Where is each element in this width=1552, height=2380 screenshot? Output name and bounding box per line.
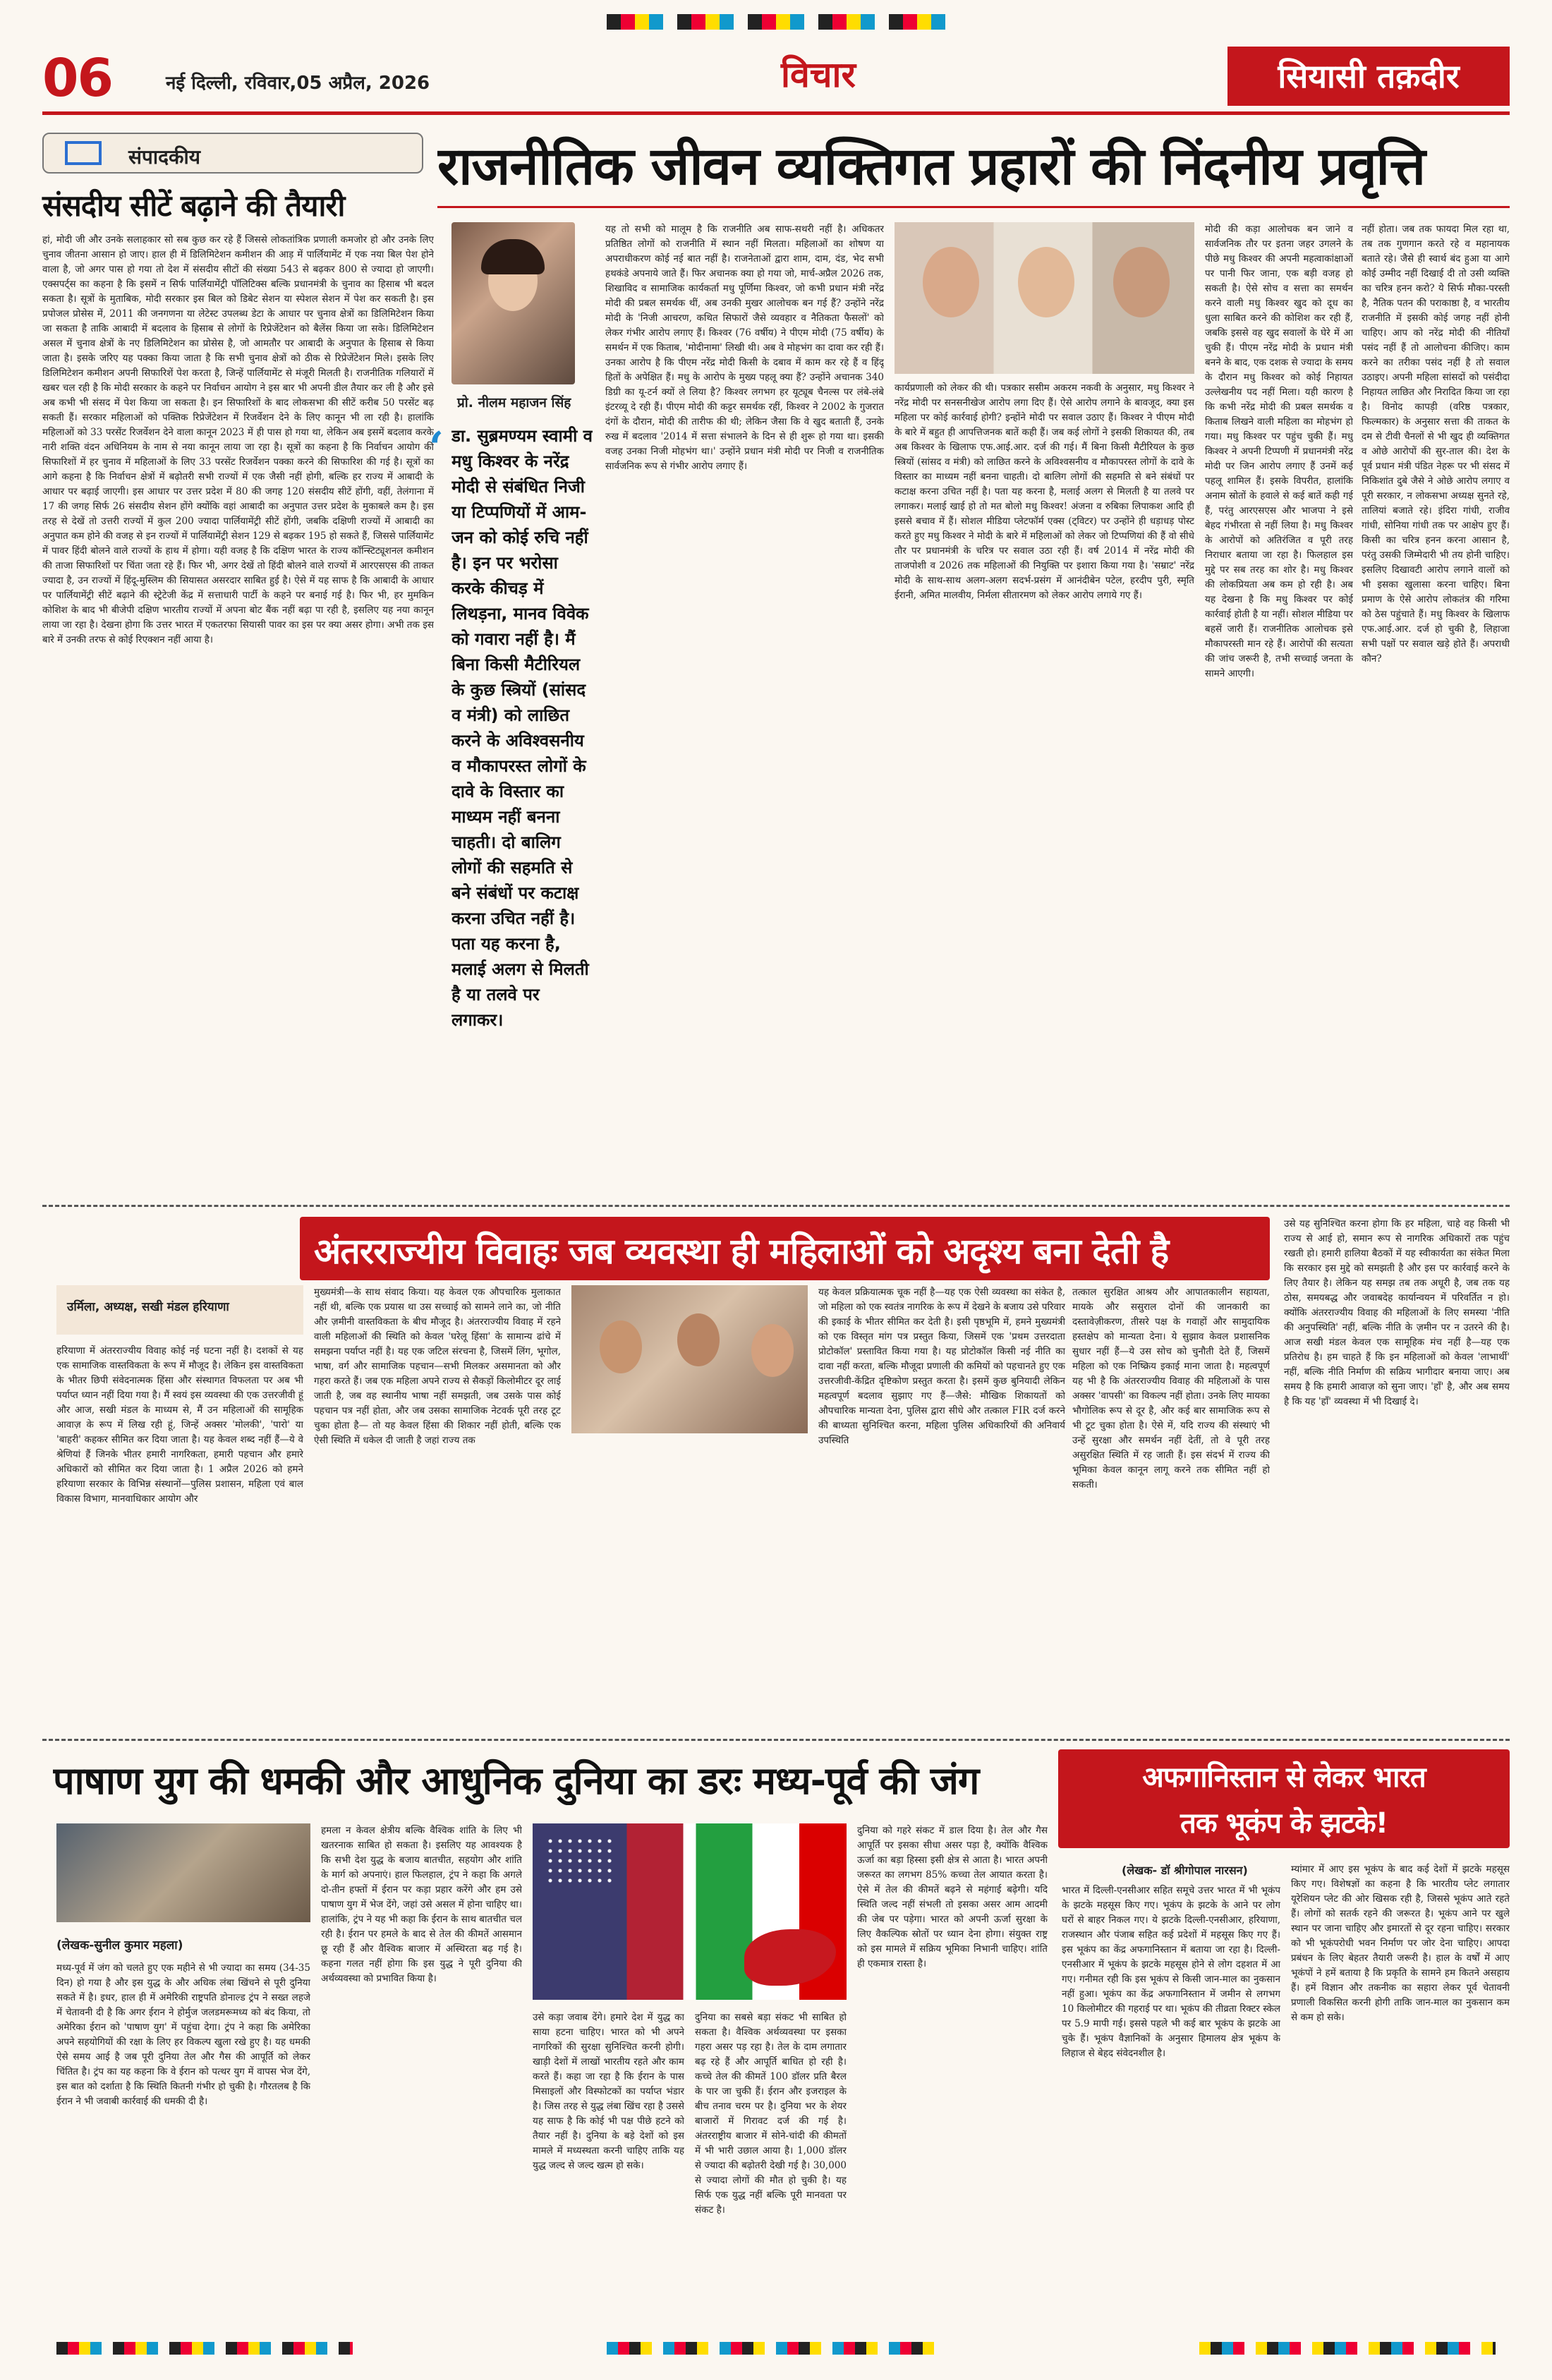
section-title: विचार — [781, 54, 856, 95]
page-number: 06 — [42, 48, 112, 109]
mideast-col-4: दुनिया का सबसे बड़ा संकट भी साबित हो सकता है। वैश्विक अर्थव्यवस्था पर इसका गहरा असर पड़ रहा है। तेल के दाम लगातार बढ़ रहे हैं और आपूर्ति बाधित हो रही है। कच्चे तेल की कीमतें 100 डॉलर प्रति बैरल के पार जा चुकी हैं। ईरान और इजराइल के बीच तनाव चरम पर है। दुनिया भर के शेयर बाजारों में गिरावट दर्ज की गई है। अंतरराष्ट्रीय बाजार में सोने-चांदी की कीमतों में भी भारी उछाल आया है। 1,000 डॉलर से ज्यादा की बढ़ोतरी देखी गई है। 30,000 से ज्यादा लोगों की मौत हो चुकी है। यह सिर्फ एक युद्ध नहीं बल्कि पूरी मानवता पर संकट है। — [695, 2012, 847, 2216]
interstate-col-2: मुख्यमंत्री—के साथ संवाद किया। यह केवल एक औपचारिक मुलाकात नहीं थी, बल्कि एक प्रयास था उस सच्चाई को सामने लाने का, जो नीति और ज़मीनी वास्तविकता के बीच मौजूद है। अंतरराज्यीय विवाह में रहने वाली महिलाओं की स्थिति को केवल 'घरेलू हिंसा' के सामान्य ढांचे में समझना पर्याप्त नहीं है। यह एक जटिल संरचना है, जिसमें लिंग, भूगोल, भाषा, वर्ग और सामाजिक पहचान—सभी मिलकर असमानता को और गहरा करते हैं। जब एक महिला अपने राज्य से सैकड़ों किलोमीटर दूर लाई जाती है, जब वह स्थानीय भाषा नहीं समझती, जब उसके पास कोई पहचान पत्र नहीं होता, और जब उसका सामाजिक नेटवर्क पूरी तरह टूट चुका होता है— तो यह केवल हिंसा की शिकार नहीं होती, बल्कि एक ऐसी स्थिति में धकेल दी जाती है जहां राज्य तक — [314, 1287, 561, 1446]
quake-col-2: म्यांमार में आए इस भूकंप के बाद कई देशों में झटके महसूस किए गए। विशेषज्ञों का कहना है कि भारतीय प्लेट लगातार यूरेशियन प्लेट की ओर खिसक रही है, जिससे भूकंप आते रहते हैं। लोगों को सतर्क रहने की जरूरत है। भूकंप आने पर खुले स्थान पर जाना चाहिए और इमारतों से दूर रहना चाहिए। सरकार को भी भूकंपरोधी भवन निर्माण पर जोर देना चाहिए। आपदा प्रबंधन के लिए बेहतर तैयारी जरूरी है। हाल के वर्षों में आए भूकंपों ने हमें बताया है कि प्रकृति के सामने हम कितने असहाय हैं। हमें विज्ञान और तकनीक का सहारा लेकर पूर्व चेतावनी प्रणाली विकसित करनी होगी ताकि जान-माल का नुकसान कम से कम हो सके। — [1291, 1864, 1510, 2023]
mideast-flags-photo — [533, 1823, 847, 2000]
lead-col-4: नहीं होता। जब तक फायदा मिल रहा था, तब तक गुणगान करते रहे व महानायक बताते रहे। जैसे ही स्वार्थ बंद हुआ या आगे कोई उम्मीद नहीं दिखाई दी तो उसी व्यक्ति का चरित्र हनन करो? ये सिर्फ मौका-परस्ती है, नैतिक पतन की पराकाष्ठा है, व भारतीय राजनीति में इसकी कोई जगह नहीं होनी चाहिए। आप को नरेंद्र मोदी की नीतियाँ पसंद नहीं हैं तो आलोचना कीजिए। काम करने का तरीका पसंद नहीं है तो सवाल उठाइए। अपनी महिला सांसदों को पसंदीदा निहायत लाछित और निरादित किया जा रहा है। विनोद कापड़ी (वरिष्ठ पत्रकार, फिल्मकार) के अनुसार सत्ता की ताकत के दम से टीवी चैनलों से भी खुद ही व्यक्तिगत व ओछे आरोपों की सुर-ताल की। देश के पूर्व प्रधान मंत्री पंडित नेहरू पर भी संसद में निकिशांत दुबे जैसे ने ओछे आरोप लगाए व पूरी सरकार, न लोकसभा अध्यक्ष सुनते रहे, तालियां बजाते रहे। इंदिरा गांधी, राजीव गांधी, सोनिया गांधी तक पर आक्षेप हुए हैं। किसी का चरित्र हनन करना आसान है, परंतु उसकी जिम्मेदारी भी तय होनी चाहिए। इसलिए दिखावटी आरोप लगाने वालों को भी इसका खुलासा करना चाहिए। बिना प्रमाण के ऐसे आरोप लोकतंत्र की गरिमा को ठेस पहुंचाते हैं। मधु किश्वर के खिलाफ एफ.आई.आर. दर्ज हो चुकी है, लिहाजा सभी पक्षों पर सवाल खड़े होते हैं। अपराधी कौन? — [1362, 224, 1510, 664]
color-bar-bottom-right — [1199, 2342, 1496, 2355]
map-shape-icon — [744, 1929, 836, 1986]
interstate-col-3: यह केवल प्रक्रियात्मक चूक नहीं है—यह एक ऐसी व्यवस्था का संकेत है, जो महिला को एक स्वतंत्र नागरिक के रूप में देखने के बजाय उसे परिवार की इकाई के भीतर सीमित कर देती है। इसी पृष्ठभूमि में, हमने मुख्यमंत्री को एक विस्तृत मांग पत्र प्रस्तुत किया, जिसमें एक 'प्रथम उत्तरदाता प्रोटोकॉल' प्रस्तावित किया गया है। यह प्रोटोकॉल किसी नई नीति का दावा नहीं करता, बल्कि मौजूदा प्रणाली की कमियों को पहचानते हुए एक उत्तरजीवी-केंद्रित दृष्टिकोण प्रस्तुत करता है। इसमें कुछ बुनियादी लेकिन महत्वपूर्ण बदलाव सुझाए गए हैं—जैसे: मौखिक शिकायतों को औपचारिक मान्यता देना, पुलिस द्वारा सीधे और तत्काल FIR दर्ज करने की बाध्यता सुनिश्चित करना, महिला पुलिस अधिकारियों की अनिवार्य उपस्थिति — [818, 1287, 1065, 1446]
quake-author: (लेखक- डॉ श्रीगोपाल नारसन) — [1122, 1864, 1248, 1877]
photo-face-1 — [923, 247, 979, 317]
mideast-col-3: उसे कड़ा जवाब देंगे। हमारे देश में युद्ध का साया हटना चाहिए। भारत को भी अपने नागरिकों की सुरक्षा सुनिश्चित करनी होगी। खाड़ी देशों में लाखों भारतीय रहते और काम करते हैं। कहा जा रहा है कि ईरान के पास मिसाइलों और विस्फोटकों का पर्याप्त भंडार है। जिस तरह से युद्ध लंबा खिंच रहा है उससे यह साफ है कि कोई भी पक्ष पीछे हटने को तैयार नहीं है। दुनिया के बड़े देशों को इस मामले में मध्यस्थता करनी चाहिए ताकि यह युद्ध जल्द से जल्द खत्म हो सके। — [533, 2012, 684, 2171]
interstate-col-1: हरियाणा में अंतरराज्यीय विवाह कोई नई घटना नहीं है। दशकों से यह एक सामाजिक वास्तविकता के रूप में मौजूद है। लेकिन इस वास्तविकता के भीतर छिपी संवेदनात्मक हिंसा और संस्थागत विफलता पर अब भी पर्याप्त ध्यान नहीं दिया गया है। मैं स्वयं इस व्यवस्था की एक उत्तरजीवी हूं और आज, सखी मंडल के माध्यम से, मैं उन महिलाओं की सामूहिक आवाज़ के रूप में लिख रही हूं, जिन्हें अक्सर 'मोलकी', 'पारो' या 'बाहरी' कहकर सीमित कर दिया जाता है। यह केवल शब्द नहीं हैं—ये वे श्रेणियां हैं जिनके भीतर हमारी नागरिकता, हमारी पहचान और हमारे अधिकारों को सीमित कर दिया जाता है। 1 अप्रैल 2026 को हमने हरियाणा सरकार के विभिन्न संस्थानों—पुलिस प्रशासन, महिला एवं बाल विकास विभाग, मानवाधिकार आयोग और — [56, 1345, 303, 1505]
lead-col-2: कार्यप्रणाली को लेकर की थी। पत्रकार ससीम अकरम नकवी के अनुसार, मधु किश्वर ने नरेंद्र मोदी पर सनसनीखेज आरोप लगा दिए हैं। ऐसे आरोप लगाने के बावजूद, क्या इस महिला पर कोई कार्रवाई होगी? इन्होंने मोदी पर सवाल उठाए हैं। किश्वर ने पीएम मोदी के बारे में बहुत ही आपत्तिजनक बातें कही हैं। जब कई लोगों ने इसकी शिकायत की, तब अब किश्वर के खिलाफ एफ.आई.आर. दर्ज की गई। मैं बिना किसी मैटीरियल के कुछ स्त्रियों (सांसद व मंत्री) को लाछित करने के अविश्वसनीय व मौकापरस्त लोगों के दावे के विस्तार का माध्यम नहीं बनना चाहती। दो बालिग लोगों की सहमति से बने संबंधों पर कटाक्ष करना उचित नहीं है। पता यह करना है, मलाई अलग से मिलती है या तलवे पर लगाकर। मलाई खाई हो तो मत बोलो मधु किश्वर! अंजना व रुबिका लिपाकश आदि ही इससे बचाव में हैं। सोशल मीडिया प्लेटफॉर्म एक्स (ट्विटर) पर उन्होंने ही धड़ाधड़ पोस्ट करते हुए मधु किश्वर ने मोदी के बारे में महिलाओं को लेकर जो टिप्पणियां की हैं वो सीधे तौर पर प्रधानमंत्री के चरित्र पर सवाल उठा रही हैं। वर्ष 2014 में नरेंद्र मोदी की ताजपोशी व 2026 तक महिलाओं की नियुक्ति पर इशारा किया गया है। 'सम्राट' नरेंद्र मोदी के साथ-साथ अलग-अलग सदर्भ-प्रसंग में आनंदीबेन पटेल, हरदीप पुरी, स्मृति ईरानी, अमित मालवीय, निर्मला सीतारमण को लेकर आरोप लगाये गए हैं। — [895, 382, 1194, 601]
color-bar-bottom-center — [607, 2342, 945, 2355]
editorial-icon — [65, 141, 102, 165]
editorial-title: संसदीय सीटें बढ़ाने की तैयारी — [42, 188, 345, 223]
interstate-col-4: तत्काल सुरक्षित आश्रय और आपातकालीन सहायता, मायके और ससुराल दोनों की जानकारी का दस्तावेज़ीकरण, तीसरे पक्ष के गवाहों और सामुदायिक हस्तक्षेप को मान्यता देना। ये सुझाव केवल प्रशासनिक सुधार नहीं हैं—ये उस सोच को चुनौती देते हैं, जिसमें महिला को एक निष्क्रिय इकाई माना जाता है। महत्वपूर्ण यह भी है कि अंतरराज्यीय विवाह की महिलाओं के पास अक्सर 'वापसी' का विकल्प नहीं होता। उनके लिए मायका भौगोलिक रूप से दूर है, और कई बार सामाजिक रूप से भी टूट चुका होता है। ऐसे में, यदि राज्य की संस्थाएं भी उन्हें सुरक्षा और समर्थन नहीं देतीं, तो वे पूरी तरह असुरक्षित स्थिति में रह जाती हैं। इस संदर्भ में राज्य की भूमिका केवल कानून लागू करने तक सीमित नहीं हो सकती। — [1072, 1287, 1270, 1490]
interstate-title: अंतरराज्यीय विवाहः जब व्यवस्था ही महिलाओं को अदृश्य बना देती है — [314, 1231, 1169, 1272]
quake-title-line-2: तक भूकंप के झटके! — [1180, 1807, 1388, 1840]
interstate-author: उर्मिला, अध्यक्ष, सखी मंडल हरियाणा — [67, 1300, 229, 1314]
flag-stars-icon — [545, 1836, 616, 1886]
mideast-author: (लेखक-सुनील कुमार महला) — [56, 1938, 183, 1953]
header-rule — [42, 111, 1510, 115]
editorial-label-box — [42, 133, 423, 174]
mideast-photo — [56, 1823, 310, 1922]
photo-person-1 — [600, 1320, 642, 1373]
mideast-title: पाषाण युग की धमकी और आधुनिक दुनिया का डरः मध्य-पूर्व की जंग — [53, 1759, 979, 1803]
color-bar-top — [607, 14, 945, 30]
editorial-label: संपादकीय — [128, 145, 200, 169]
mideast-col-5: दुनिया को गहरे संकट में डाल दिया है। तेल और गैस आपूर्ति पर इसका सीधा असर पड़ा है, क्योंकि वैश्विक ऊर्जा का बड़ा हिस्सा इसी क्षेत्र से आता है। भारत अपनी जरूरत का लगभग 85% कच्चा तेल आयात करता है। ऐसे में तेल की कीमतें बढ़ने से महंगाई बढ़ेगी। यदि स्थिति जल्द नहीं संभली तो इसका असर आम आदमी की जेब पर पड़ेगा। भारत को अपनी ऊर्जा सुरक्षा के लिए वैकल्पिक स्रोतों पर ध्यान देना होगा। संयुक्त राष्ट्र को इस मामले में सक्रिय भूमिका निभानी चाहिए। शांति ही एकमात्र रास्ता है। — [857, 1825, 1048, 1969]
mideast-col-2: हमला न केवल क्षेत्रीय बल्कि वैश्विक शांति के लिए भी खतरनाक साबित हो सकता है। इसलिए यह आवश्यक है कि सभी देश युद्ध के बजाय बातचीत, सहयोग और शांति के मार्ग को अपनाएं। हाल फिलहाल, ट्रंप ने कहा कि अगले दो-तीन हफ्तों में ईरान पर कड़ा प्रहार करेंगे और हम उसे पाषाण युग में भेज देंगे, जहां उसे असल में होना चाहिए था। हालांकि, ट्रंप ने यह भी कहा कि ईरान के साथ बातचीत चल रही है। ईरान पर हमले के बाद से तेल की कीमतें आसमान छू रही हैं और वैश्विक बाजार में अस्थिरता बढ़ गई है। कहना गलत नहीं होगा कि इस युद्ध ने पूरी दुनिया की अर्थव्यवस्था को प्रभावित किया है। — [321, 1825, 522, 1984]
lead-title: राजनीतिक जीवन व्यक्तिगत प्रहारों की निंदनीय प्रवृत्ति — [437, 136, 1425, 197]
issue-date: नई दिल्ली, रविवार,05 अप्रैल, 2026 — [166, 73, 430, 94]
lead-pull-quote: डा. सुब्रमण्यम स्वामी व मधु किश्वर के नरेंद्र मोदी से संबंधित निजी या टिप्पणियों में आम-जन को कोई रुचि नहीं है। इन पर भरोसा करके कीचड़ में लिथड़ना, मानव विवेक को गवारा नहीं है। मैं बिना किसी मैटीरियल के कुछ स्त्रियों (सांसद व मंत्री) को लाछित करने के अविश्वसनीय व मौकापरस्त लोगों के दावे के विस्तार का माध्यम नहीं बनना चाहती। दो बालिग लोगों की सहमति से बने संबंधों पर कटाक्ष करना उचित नहीं है। पता यह करना है, मलाई अलग से मिलती है या तलवे पर लगाकर। — [451, 426, 593, 1030]
quake-col-1: भारत में दिल्ली-एनसीआर सहित समूचे उत्तर भारत में भी भूकंप के झटके महसूस किए गए। भूकंप के झटके के आने पर लोग घरों से बाहर निकल गए। ये झटके दिल्ली-एनसीआर, हरियाणा, राजस्थान और पंजाब सहित कई प्रदेशों में महसूस किए गए हैं। इस भूकंप का केंद्र अफगानिस्तान में बताया जा रहा है। दिल्ली-एनसीआर में भूकंप के झटके महसूस होने से लोग दहशत में आ गए। गनीमत रही कि इस भूकंप से किसी जान-माल का नुकसान नहीं हुआ। भूकंप का केंद्र अफगानिस्तान में जमीन से लगभग 10 किलोमीटर की गहराई पर था। भूकंप की तीव्रता रिक्टर स्केल पर 5.9 मापी गई। इससे पहले भी कई बार भूकंप के झटके आ चुके हैं। भूकंप वैज्ञानिकों के अनुसार हिमालय क्षेत्र भूकंप के लिहाज से बेहद संवेदनशील है। — [1062, 1885, 1280, 2059]
lead-rule — [437, 206, 1510, 208]
lead-photo-collage — [895, 222, 1194, 374]
interstate-col-5: उसे यह सुनिश्चित करना होगा कि हर महिला, चाहे वह किसी भी राज्य से आई हो, समान रूप से नागरिक अधिकारों तक पहुंच रखती हो। हमारी हालिया बैठकों में यह स्वीकार्यता का संकेत मिला कि सरकार इस मुद्दे को समझती है और इस पर कार्रवाई करने के लिए तैयार है। लेकिन यह समझ तब तक अधूरी है, जब तक यह ठोस, समयबद्ध और जवाबदेह कार्यान्वयन में परिवर्तित न हो। क्योंकि अंतरराज्यीय विवाह की महिलाओं के लिए समस्या 'नीति की अनुपस्थिति' नहीं, बल्कि नीति के ज़मीन पर न उतरने की है। आज सखी मंडल केवल एक सामूहिक मंच नहीं है—यह एक प्रतिरोध है। हम चाहते हैं कि इन महिलाओं को केवल 'लाभार्थी' नहीं, बल्कि नीति निर्माण की सक्रिय भागीदार बनाया जाए। अब समय है कि हमारी आवाज़ को सुना जाए। 'हाँ' है, और अब समय है कि यह 'हाँ' व्यवस्था में भी दिखाई दे। — [1284, 1218, 1510, 1407]
lead-col-1: यह तो सभी को मालूम है कि राजनीति अब साफ-सथरी नहीं है। अधिकतर प्रतिष्ठित लोगों को राजनीति में स्थान नहीं मिलता। महिलाओं का शोषण या अपराधीकरण कोई नई बात नहीं है। राजनेताओं द्वारा शाम, दाम, दंड, भेद सभी हथकंडे अपनाये जाते हैं। फिर अचानक क्या हो गया जो, मार्च-अप्रैल 2026 तक, शिखाविद व सामाजिक कार्यकर्ता मधु पूर्णिमा किश्वर, जो कभी प्रधान मंत्री नरेंद्र मोदी की प्रबल समर्थक थीं, अब उनकी मुखर आलोचक बन गई हैं? उन्होंने नरेंद्र मोदी के 'निजी आचरण, कथित सिफारों जैसे व्यवहार व नैतिकता फैसलों' को लेकर गंभीर आरोप लगाए हैं। किश्वर (76 वर्षीय) ने पीएम मोदी (75 वर्षीय) के समर्थन में एक किताब, 'मोदीनामा' लिखी थी। अब वे मोहभंग का दावा कर रही हैं। उनका आरोप है कि पीएम नरेंद्र मोदी किसी के दबाव में काम कर रहे हैं व हिंदू हितों के अपेक्षित हैं। मधु के आरोप के मुख्य पहलू क्या हैं? उन्होंने अचानक 340 डिग्री का यू-टर्न क्यों ले लिया है? किश्वर लगभग हर यूट्यूब चैनल्स पर लंबे-लंबे इंटरव्यू दे रही हैं। पीएम मोदी की कट्टर समर्थक रहीं, किश्वर ने 2002 के गुजरात दंगों के दौरान, मोदी की तारीफ की थी; लेकिन जैसा कि वे खुद बताती हैं, उनके रुख में बदलाव '2014 में सत्ता संभालने के दिन से ही शुरू हो गया था। इसकी वजह उनका निजी मोहभंग था।' उन्होंने प्रधान मंत्री मोदी पर निजी व राजनीतिक सार्वजनिक रूप से गंभीर आरोप लगाए हैं। — [605, 224, 884, 472]
section-divider-2 — [42, 1739, 1510, 1742]
photo-face-3 — [1113, 247, 1170, 317]
photo-face-2 — [1018, 247, 1074, 317]
color-bar-bottom-left — [56, 2342, 353, 2355]
quake-title-line-1: अफगानिस्तान से लेकर भारत — [1142, 1761, 1426, 1794]
author-hair — [481, 239, 545, 274]
mideast-col-1: मध्य-पूर्व में जंग को चलते हुए एक महीने से भी ज्यादा का समय (34-35 दिन) हो गया है और इस युद्ध के और अधिक लंबा खिंचने से पूरी दुनिया सकते में है। इधर, हाल ही में अमेरिकी राष्ट्रपति डोनाल्ड ट्रंप ने सख्त लहजे में चेतावनी दी है कि अगर ईरान ने होर्मुज जलडमरूमध्य को बंद किया, तो अमेरिका ईरान को 'पाषाण युग' में पहुंचा देगा। ट्रंप ने कहा कि अमेरिका अपने सहयोगियों की रक्षा के लिए हर विकल्प खुला रखे हुए है। यह धमकी ऐसे समय आई है जब पूरी दुनिया तेल और गैस की आपूर्ति को लेकर चिंतित है। ट्रंप का यह कहना कि वे ईरान को पत्थर युग में वापस भेज देंगे, इस बात को दर्शाता है कि स्थिति कितनी गंभीर हो चुकी है। गौरतलब है कि ईरान ने भी जवाबी कार्रवाई की धमकी दी है। — [56, 1962, 310, 2107]
pull-quote-mark-icon: ‘ — [429, 423, 444, 473]
author-photo — [451, 222, 575, 384]
photo-person-2 — [677, 1313, 720, 1366]
section-divider-1 — [42, 1205, 1510, 1208]
photo-person-3 — [751, 1324, 794, 1377]
lead-col-3: मोदी की कड़ा आलोचक बन जाने व सार्वजनिक तौर पर इतना जहर उगलने के पीछे मधु किश्वर की अपनी महत्वाकांक्षाओं पर पानी फिर जाना, एक बड़ी वजह हो सकती है। ऐसे सोच व सत्ता का समर्थन करने वाली मधु किश्वर खुद को दूध का धुला साबित करने की कोशिश कर रही हैं, जबकि इससे वह खुद सवालों के घेरे में आ चुकी हैं। पीएम नरेंद्र मोदी के प्रधान मंत्री बनने के बाद, एक दशक से ज्यादा के समय के दौरान मधु किश्वर को कोई निहायत उल्लेखनीय पद नहीं मिला। यही कारण है कि कभी नरेंद्र मोदी की प्रबल समर्थक व किताब लिखने वाली महिला का मोहभंग हो गया। मधु किश्वर पर पहुंच चुकी हैं। मधु किश्वर ने अपनी टिप्पणी में प्रधानमंत्री नरेंद्र मोदी पर जिन आरोप लगाए हैं उनमें कई पहलू शामिल हैं। इसके विपरीत, हालांकि अनाम स्रोतों के हवाले से कई बातें कही गई हैं, परंतु आरएसएस और भाजपा ने इसे बेहद गंभीरता से नहीं लिया है। मधु किश्वर के आरोपों को अतिरंजित व पूरी तरह निराधार बताया जा रहा है। फिलहाल इस मुद्दे पर सब तरह का शोर है। मधु किश्वर की लोकप्रियता अब कम हो रही है। अब यह देखना है कि मधु किश्वर पर कोई कार्रवाई होती है या नहीं। सोशल मीडिया पर बहसें जारी हैं। राजनीतिक आलोचक इसे मौकापरस्ती मान रहे हैं। आरोपों की सत्यता की जांच जरूरी है, तभी सच्चाई जनता के सामने आएगी। — [1205, 224, 1353, 679]
editorial-body: हां, मोदी जी और उनके सलाहकार सो सब कुछ कर रहे हैं जिससे लोकतांत्रिक प्रणाली कमजोर हो और उनके लिए चुनाव जीतना आसान हो जाए। हाल ही में डिलिमिटेशन कमीशन की आड़ में पार्लियामेंट में एक नया बिल पेश होने वाला है, जो अगर पास हो गया तो देश में संसदीय सीटों की संख्या 543 से बढ़कर 800 से ज्यादा हो जाएगी। एक्सपर्ट्स का कहना है कि इसमें न सिर्फ पार्लियामेंट्री पॉलिटिक्स बल्कि प्रधानमंत्री के चुनाव का हिसाब भी बदल सकता है। सूत्रों के मुताबिक, मोदी सरकार इस बिल को डिबेट सेशन या स्पेशल सेशन में पेश कर सकती है। इस प्रपोजल प्रोसेस में, 2011 की जनगणना या लेटेस्ट उपलब्ध डेटा के आधार पर चुनाव क्षेत्रों का डिलिमिटेशन किया जा सकता है ताकि आबादी में बदलाव के हिसाब से लोगों के रिप्रेजेंटेशन को बैलेंस किया जा सके। डिलिमिटेशन असल में चुनाव क्षेत्रों के नए डिलिमिटेशन का प्रोसेस है, जो आमतौर पर आबादी के अनुपात के हिसाब से किया जाता है। इसके जरिए यह पक्का किया जाता है कि सभी चुनाव क्षेत्रों को ठीक से रिप्रेजेंटेशन मिले। इसके लिए डिलिमिटेशन कमीशन अपनी सिफारिशें पेश करता है, जिन्हें पार्लियामेंट से मंजूरी मिलती है। राजनीतिक गलियारों में खबर चल रही है कि मोदी सरकार के कहने पर निर्वाचन आयोग ने इस बार भी अपनी डील तैयार कर ली है और इसे अब कभी भी संसद में पेश किया जा सकता है। इन सिफारिशों के बाद लोकसभा की सीटें करीब 50 परसेंट बढ़ सकती हैं। सरकार महिलाओं को पक्तिक रिप्रेजेंटेशन में रिजर्वेशन देने के लिए कानून भी ला रही है। हालांकि महिलाओं को 33 परसेंट रिजर्वेशन देने वाला कानून 2023 में ही पास हो गया था, लेकिन अब इसमें बदलाव करके नारी शक्ति वंदन अधिनियम के नाम से नया कानून लाया जा रहा है। सूत्रों का कहना है कि निर्वाचन आयोग की सिफारिशों में हर चुनाव में महिलाओं के लिए 33 परसेंट रिजर्वेशन पक्का करने की सिफारिश की गई है। सूत्रों का आगे कहना है कि निर्वाचन क्षेत्रों में बढ़ोतरी सभी राज्यों में एक जैसी नहीं होगी, बल्कि हर राज्य में आबादी के आधार पर बढ़ाई जाएगी। इस आधार पर उत्तर प्रदेश में 80 की जगह 120 संसदीय सीटें होंगी, वहीं, तेलंगाना में 17 की जगह सिर्फ 26 संसदीय सेशन होंगे क्योंकि वहां आबादी का अनुपात उत्तर प्रदेश के मुकाबले कम है। इस तरह से देखें तो उत्तरी राज्यों में कुल 200 ज्यादा पार्लियामेंट्री सीटें होंगी, जबकि दक्षिणी राज्यों में आबादी का अनुपात कम होने की वजह से इन राज्यों में पार्लियामेंट्री सेशन 129 से बढ़कर 195 हो सकते हैं, जिससे पार्लियामेंट में पावर हिंदी बोलने वाले राज्यों के हाथ में होगा। यही वजह है कि दक्षिण भारत के राज्य कॉन्स्टिट्यूशनल कमीशन की ताजा सिफारिशों पर चिंता जता रहे हैं। फिर भी, अगर देखें तो हिंदी बोलने वाले राज्यों में आरएसएस की ताकत ज्यादा है, उन राज्यों में हिंदू-मुस्लिम की सियासत असरदार साबित हुई है। ऐसे में यह साफ है कि आबादी के आधार पर पार्लियामेंट्री सीटें बढ़ाने की स्ट्रेटेजी केंद्र में सत्ताधारी पार्टी के कहने पर बनाई गई है। फिर भी, हर मुमकिन कोशिश के बाद भी बीजेपी दक्षिण भारतीय राज्यों में अपना बोट बैंक नहीं बढ़ा पा रही है, इसलिए यह नया कानून लाया जा रहा है। देखना होगा कि उत्तर भारत में एकतरफा सियासी पावर का इस पर क्या असर होगा। अभी तक इस बारे में उनकी तरफ से कोई रिएक्शन नहीं आया है। — [42, 234, 434, 645]
author-name: प्रो. नीलम महाजन सिंह — [457, 395, 571, 411]
interstate-photo — [571, 1285, 808, 1433]
right-section-banner: सियासी तक़दीर — [1227, 47, 1510, 106]
